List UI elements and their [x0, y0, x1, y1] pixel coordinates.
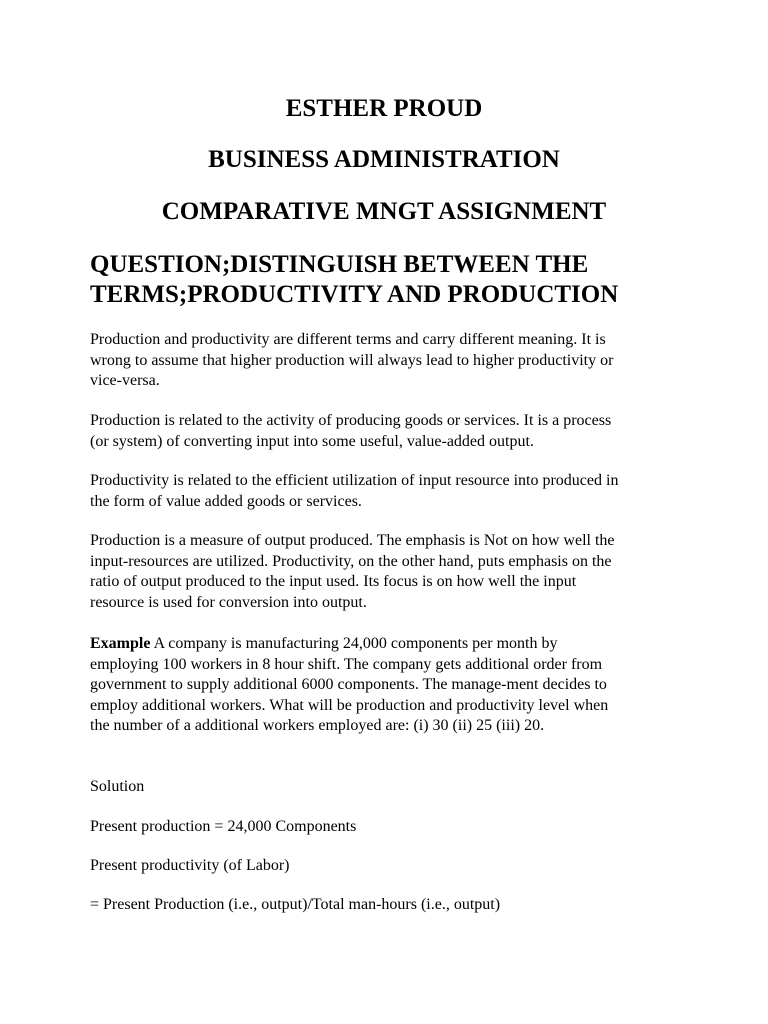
example-line: employ additional workers. What will be production and productivity level when: [90, 696, 609, 714]
solution-title: Solution: [90, 778, 145, 795]
question-heading: [90, 250, 730, 310]
question-line-2: TERMS;PRODUCTIVITY AND PRODUCTION: [90, 281, 619, 308]
paragraph-2: [90, 411, 730, 452]
paragraph-line: resource is used for conversion into output.: [90, 593, 367, 611]
paragraph-line: Production is a measure of output produced. The emphasis is Not on how well the: [90, 532, 615, 549]
paragraph-line: vice-versa.: [90, 372, 160, 389]
example-paragraph: [90, 634, 730, 737]
paragraph-3: [90, 471, 730, 512]
paragraph-line: the form of value added goods or services.: [90, 492, 362, 510]
present-productivity-line: Present productivity (of Labor): [90, 857, 290, 874]
paragraph-line: input-resources are utilized. Productivity, on the other hand, puts emphasis on the: [90, 552, 612, 570]
paragraph-line: Production and productivity are different terms and carry different meaning. It is: [90, 331, 606, 348]
question-line-1: QUESTION;DISTINGUISH BETWEEN THE: [90, 251, 589, 278]
paragraph-line: wrong to assume that higher production will always lead to higher productivity or: [90, 351, 614, 369]
paragraph-line: Productivity is related to the efficient utilization of input resource into produced in: [90, 472, 619, 489]
example-line: the number of a additional workers employed are: (i) 30 (ii) 25 (iii) 20.: [90, 717, 545, 734]
example-first-line: [90, 634, 730, 655]
department-heading: BUSINESS ADMINISTRATION: [208, 146, 560, 173]
assignment-heading: COMPARATIVE MNGT ASSIGNMENT: [161, 198, 607, 225]
example-first-line-text: A company is manufacturing 24,000 components per month by: [150, 635, 558, 652]
present-production-line: Present production = 24,000 Components: [90, 818, 357, 835]
example-line: employing 100 workers in 8 hour shift. The company gets additional order from: [90, 655, 603, 673]
example-label: Example: [90, 635, 151, 652]
example-line: government to supply additional 6000 components. The manage-ment decides to: [90, 676, 607, 693]
author-name: ESTHER PROUD: [285, 95, 483, 122]
paragraph-4: [90, 531, 730, 613]
paragraph-line: Production is related to the activity of producing goods or services. It is a process: [90, 412, 612, 429]
paragraph-1: [90, 330, 730, 392]
paragraph-line: ratio of output produced to the input used. Its focus is on how well the input: [90, 573, 577, 590]
paragraph-line: (or system) of converting input into some useful, value-added output.: [90, 432, 534, 450]
productivity-formula-line: = Present Production (i.e., output)/Total man-hours (i.e., output): [90, 896, 501, 913]
